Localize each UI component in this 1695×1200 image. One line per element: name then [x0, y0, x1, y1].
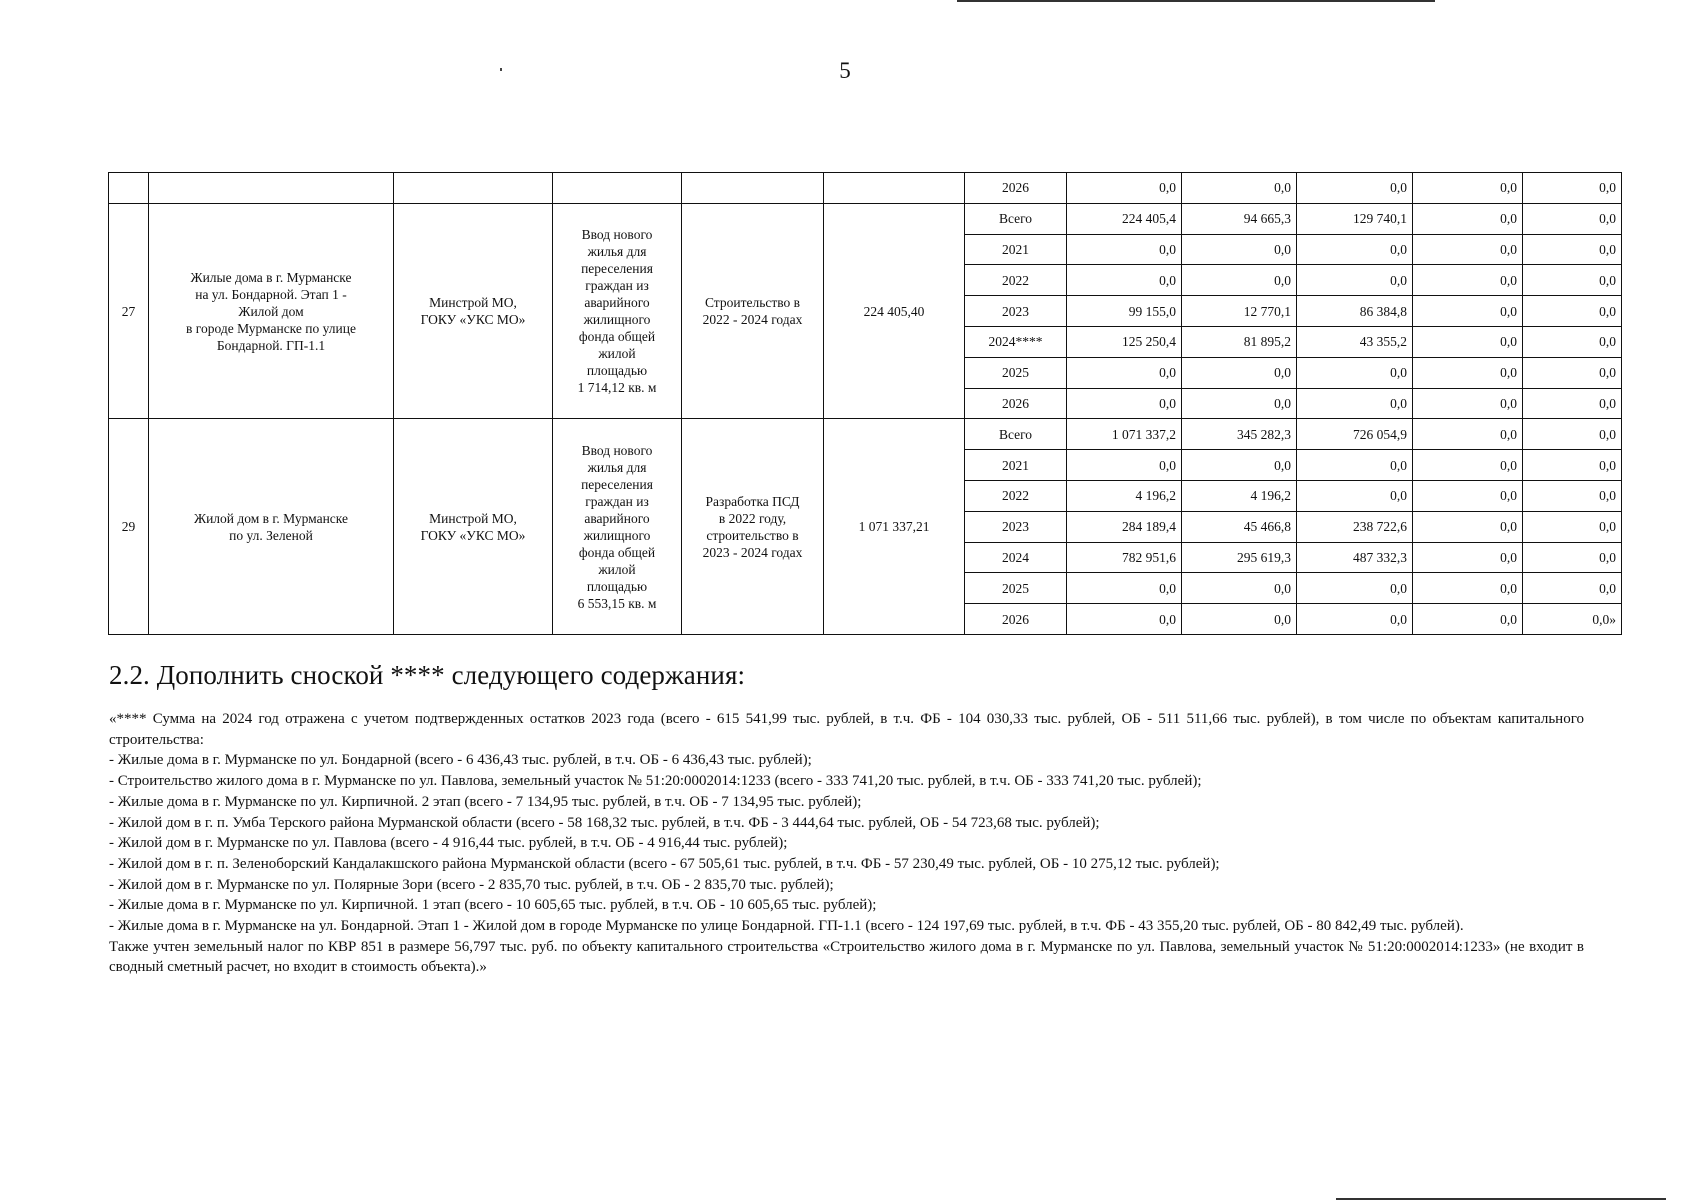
text-line: жилищного [583, 527, 651, 543]
value-cell: 224 405,4 [1067, 203, 1182, 234]
value-cell: 0,0 [1523, 511, 1622, 542]
text-line: 2023 - 2024 годах [702, 544, 803, 560]
footnote-paragraph: «**** Сумма на 2024 год отражена с учетом подтвержденных остатков 2023 года (всего - 615 541,99 тыс. рублей, в т.ч. ФБ - 104 030,33 тыс. рублей, ОБ - 511 511,66 тыс. рублей), в том числе по объектам капитального строительства: [109, 711, 1584, 748]
value-cell: 0,0 [1067, 234, 1182, 265]
footnote-paragraph: Также учтен земельный налог по КВР 851 в размере 56,797 тыс. руб. по объекту капитального строительства «Строительство жилого дома в г. Мурманске по ул. Павлова, земельный участок № 51:20:0002014:1233» (не входит в сводный сметный расчет, но входит в стоимость объекта).» [109, 938, 1584, 976]
year-cell: 2022 [965, 265, 1067, 296]
value-cell: 0,0 [1182, 388, 1297, 419]
value-cell: 0,0 [1413, 480, 1523, 511]
value-cell: 0,0 [1413, 265, 1523, 296]
empty-cell [682, 173, 824, 204]
object-name [149, 203, 394, 419]
object-number: 29 [109, 419, 149, 635]
value-cell: 0,0 [1413, 296, 1523, 327]
value-cell: 4 196,2 [1182, 480, 1297, 511]
text-line: переселения [581, 476, 653, 492]
text-line: в 2022 году, [718, 510, 787, 526]
value-cell: 782 951,6 [1067, 542, 1182, 573]
value-cell: 0,0 [1413, 573, 1523, 604]
value-cell: 0,0 [1182, 604, 1297, 635]
value-cell: 0,0» [1523, 604, 1622, 635]
year-cell: 2023 [965, 296, 1067, 327]
footnote-paragraph: - Жилые дома в г. Мурманске по ул. Бондарной (всего - 6 436,43 тыс. рублей, в т.ч. ОБ - 6 436,43 тыс. рублей); [109, 752, 812, 769]
value-cell: 0,0 [1182, 234, 1297, 265]
text-line: Ввод нового [581, 442, 653, 458]
text-line: жилищного [583, 312, 651, 328]
value-cell: 0,0 [1067, 573, 1182, 604]
footnote-block [109, 709, 1584, 978]
value-cell: 0,0 [1523, 419, 1622, 450]
value-cell: 0,0 [1297, 450, 1413, 481]
footnote-paragraph: - Жилой дом в г. п. Умба Терского района Мурманской области (всего - 58 168,32 тыс. рублей, в т.ч. ФБ - 3 444,64 тыс. рублей, ОБ - 54 723,68 тыс. рублей); [109, 814, 1100, 831]
value-cell: 0,0 [1413, 450, 1523, 481]
text-line: на ул. Бондарной. Этап 1 - [195, 286, 347, 302]
section-heading: 2.2. Дополнить сноской **** следующего содержания: [109, 660, 746, 690]
value-cell: 0,0 [1067, 357, 1182, 388]
empty-cell [149, 173, 394, 204]
object-name [149, 419, 394, 635]
value-cell: 0,0 [1297, 173, 1413, 204]
year-cell: 2021 [965, 234, 1067, 265]
object-customer [394, 419, 553, 635]
footnote-paragraph: - Строительство жилого дома в г. Мурманске по ул. Павлова, земельный участок № 51:20:0002014:1233 (всего - 333 741,20 тыс. рублей, в т.ч. ОБ - 333 741,20 тыс. рублей); [109, 773, 1202, 790]
object-purpose [553, 203, 682, 419]
value-cell: 0,0 [1523, 265, 1622, 296]
value-cell: 0,0 [1523, 296, 1622, 327]
value-cell: 0,0 [1182, 357, 1297, 388]
text-line: площадью [586, 363, 648, 379]
value-cell: 12 770,1 [1182, 296, 1297, 327]
text-line: Жилой дом в г. Мурманске [193, 510, 349, 526]
text-line: жилья для [587, 244, 647, 260]
object-cost: 224 405,40 [824, 203, 965, 419]
footnote-paragraph: - Жилой дом в г. п. Зеленоборский Кандалакшского района Мурманской области (всего - 67 505,61 тыс. рублей, в т.ч. ФБ - 57 230,49 тыс. рублей, ОБ - 10 275,12 тыс. рублей); [109, 855, 1220, 872]
year-cell: 2026 [965, 173, 1067, 204]
year-cell: 2026 [965, 388, 1067, 419]
value-cell: 81 895,2 [1182, 326, 1297, 357]
value-cell: 238 722,6 [1297, 511, 1413, 542]
text-line: Жилые дома в г. Мурманске [190, 269, 352, 285]
value-cell: 0,0 [1523, 234, 1622, 265]
value-cell: 0,0 [1413, 388, 1523, 419]
footnote-paragraph: - Жилые дома в г. Мурманске по ул. Кирпичной. 2 этап (всего - 7 134,95 тыс. рублей, в т.ч. ОБ - 7 134,95 тыс. рублей); [109, 793, 862, 810]
year-cell: 2024**** [965, 326, 1067, 357]
value-cell: 94 665,3 [1182, 203, 1297, 234]
object-stage [682, 419, 824, 635]
text-line: жилой [598, 346, 636, 362]
value-cell: 0,0 [1182, 173, 1297, 204]
value-cell: 0,0 [1413, 419, 1523, 450]
text-line: Жилой дом [238, 303, 304, 319]
year-cell: 2022 [965, 480, 1067, 511]
text-line: по ул. Зеленой [229, 527, 313, 543]
value-cell: 0,0 [1067, 173, 1182, 204]
value-cell: 0,0 [1067, 388, 1182, 419]
value-cell: 1 071 337,2 [1067, 419, 1182, 450]
text-line: ГОКУ «УКС МО» [420, 312, 526, 328]
funding-table [108, 172, 1622, 635]
value-cell: 345 282,3 [1182, 419, 1297, 450]
year-cell: 2024 [965, 542, 1067, 573]
value-cell: 99 155,0 [1067, 296, 1182, 327]
text-line: переселения [581, 261, 653, 277]
table-row [109, 173, 1622, 204]
value-cell: 0,0 [1523, 388, 1622, 419]
value-cell: 0,0 [1413, 542, 1523, 573]
empty-cell [553, 173, 682, 204]
footnote-paragraph: - Жилые дома в г. Мурманске по ул. Кирпичной. 1 этап (всего - 10 605,65 тыс. рублей, в т.ч. ОБ - 10 605,65 тыс. рублей); [109, 897, 877, 914]
table-row [109, 203, 1622, 234]
value-cell: 0,0 [1523, 480, 1622, 511]
object-customer [394, 203, 553, 419]
value-cell: 86 384,8 [1297, 296, 1413, 327]
text-line: Минстрой МО, [429, 510, 517, 526]
year-cell: 2026 [965, 604, 1067, 635]
value-cell: 0,0 [1182, 450, 1297, 481]
value-cell: 726 054,9 [1297, 419, 1413, 450]
table-body [109, 173, 1622, 635]
value-cell: 4 196,2 [1067, 480, 1182, 511]
text-line: аварийного [584, 510, 650, 526]
footnote-paragraph: - Жилой дом в г. Мурманске по ул. Павлова (всего - 4 916,44 тыс. рублей, в т.ч. ОБ - 4 916,44 тыс. рублей); [109, 835, 788, 852]
value-cell: 0,0 [1413, 357, 1523, 388]
text-line: 2022 - 2024 годах [702, 312, 803, 328]
value-cell: 487 332,3 [1297, 542, 1413, 573]
text-line: граждан из [585, 278, 649, 294]
value-cell: 0,0 [1067, 265, 1182, 296]
value-cell: 0,0 [1297, 265, 1413, 296]
text-line: 1 714,12 кв. м [577, 380, 657, 396]
text-line: Минстрой МО, [429, 295, 517, 311]
object-cost: 1 071 337,21 [824, 419, 965, 635]
value-cell: 125 250,4 [1067, 326, 1182, 357]
text-line: фонда общей [578, 329, 656, 345]
value-cell: 0,0 [1523, 573, 1622, 604]
text-line: Бондарной. ГП-1.1 [216, 337, 326, 353]
value-cell: 0,0 [1523, 203, 1622, 234]
object-number: 27 [109, 203, 149, 419]
value-cell: 0,0 [1182, 573, 1297, 604]
empty-cell [824, 173, 965, 204]
text-line: граждан из [585, 493, 649, 509]
value-cell: 0,0 [1297, 480, 1413, 511]
value-cell: 0,0 [1523, 357, 1622, 388]
text-line: аварийного [584, 295, 650, 311]
text-line: площадью [586, 578, 648, 594]
value-cell: 129 740,1 [1297, 203, 1413, 234]
text-line: жилья для [587, 459, 647, 475]
year-cell: Всего [965, 203, 1067, 234]
value-cell: 0,0 [1067, 604, 1182, 635]
value-cell: 0,0 [1413, 173, 1523, 204]
value-cell: 0,0 [1523, 542, 1622, 573]
value-cell: 0,0 [1523, 326, 1622, 357]
object-stage [682, 203, 824, 419]
text-line: в городе Мурманске по улице [186, 320, 356, 336]
year-cell: 2025 [965, 357, 1067, 388]
year-cell: Всего [965, 419, 1067, 450]
value-cell: 0,0 [1067, 450, 1182, 481]
text-line: ГОКУ «УКС МО» [420, 527, 526, 543]
value-cell: 0,0 [1182, 265, 1297, 296]
text-line: Ввод нового [581, 227, 653, 243]
value-cell: 0,0 [1523, 173, 1622, 204]
value-cell: 0,0 [1413, 511, 1523, 542]
empty-cell [394, 173, 553, 204]
text-line: жилой [598, 561, 636, 577]
scan-edge-top [957, 0, 1435, 2]
text-line: Строительство в [704, 295, 801, 311]
value-cell: 284 189,4 [1067, 511, 1182, 542]
year-cell: 2023 [965, 511, 1067, 542]
value-cell: 0,0 [1297, 573, 1413, 604]
footnote-paragraph: - Жилой дом в г. Мурманске по ул. Полярные Зори (всего - 2 835,70 тыс. рублей, в т.ч. ОБ - 2 835,70 тыс. рублей); [109, 876, 834, 893]
text-line: Разработка ПСД [705, 493, 800, 509]
value-cell: 0,0 [1413, 203, 1523, 234]
page-number: 5 [839, 58, 851, 83]
footnote-paragraph: - Жилые дома в г. Мурманске на ул. Бондарной. Этап 1 - Жилой дом в городе Мурманске по улице Бондарной. ГП-1.1 (всего - 124 197,69 тыс. рублей, в т.ч. ФБ - 43 355,20 тыс. рублей, ОБ - 80 842,49 тыс. рублей). [109, 918, 1464, 935]
year-cell: 2021 [965, 450, 1067, 481]
empty-cell [109, 173, 149, 204]
value-cell: 45 466,8 [1182, 511, 1297, 542]
object-purpose [553, 419, 682, 635]
text-line: фонда общей [578, 544, 656, 560]
value-cell: 0,0 [1297, 388, 1413, 419]
value-cell: 0,0 [1413, 326, 1523, 357]
value-cell: 295 619,3 [1182, 542, 1297, 573]
value-cell: 0,0 [1413, 234, 1523, 265]
value-cell: 0,0 [1297, 357, 1413, 388]
value-cell: 0,0 [1297, 604, 1413, 635]
value-cell: 0,0 [1523, 450, 1622, 481]
text-line: строительство в [706, 527, 799, 543]
value-cell: 0,0 [1297, 234, 1413, 265]
text-line: 6 553,15 кв. м [577, 595, 657, 611]
value-cell: 0,0 [1413, 604, 1523, 635]
year-cell: 2025 [965, 573, 1067, 604]
table-row [109, 419, 1622, 450]
value-cell: 43 355,2 [1297, 326, 1413, 357]
